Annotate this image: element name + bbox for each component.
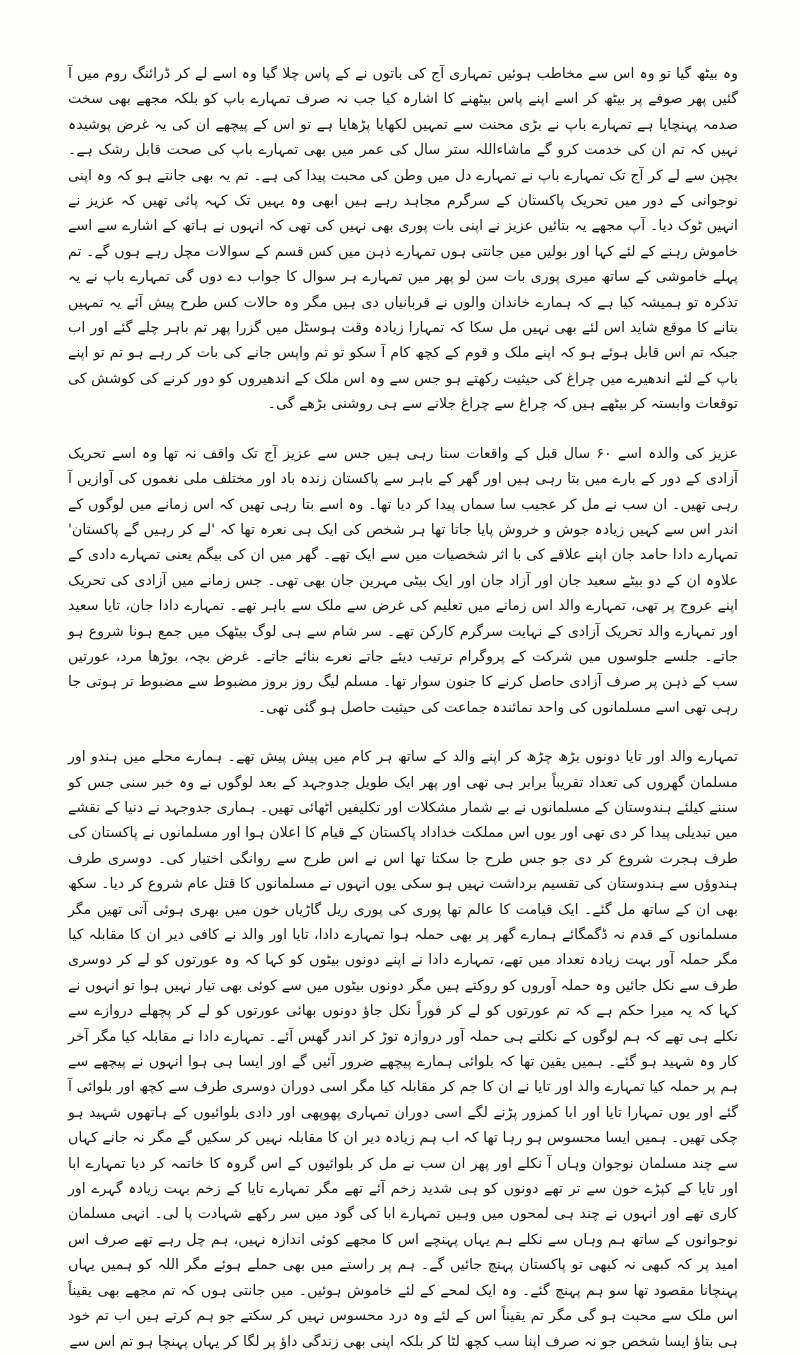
paragraph-2: عزیز کی والدہ اسے ۶۰ سال قبل کے واقعات سنا رہی ہیں جس سے عزیز آج تک واقف نہ تھا وہ اسے تحریک آزادی کے دور کے بارے میں بتا رہی ہیں اور گھر کے باہر سے پاکستان زندہ باد اور مختلف ملی نغموں کی آوازیں آ رہی تھیں۔ ان سب نے مل کر عجیب سا سماں پیدا کر دیا تھا۔ وہ اسے بتا رہی تھیں کہ اس زمانے میں لوگوں کے اندر اس سے کہیں زیادہ جوش و خروش پایا جاتا تھا ہر شخص کی ایک ہی نعرہ تھا کہ 'لے کر رہیں گے پاکستان' تمہارے دادا حامد جان اپنے علاقے کی با اثر شخصیات میں سے ایک تھے۔ گھر میں ان کی بیگم یعنی تمہارے دادی کے علاوہ ان کے دو بیٹے سعید جان اور آزاد جان اور ایک بیٹی مہرین جان بھی تھی۔ جس زمانے میں آزادی کی تحریک اپنے عروج پر تھی، تمہارے والد اس زمانے میں تعلیم کی غرض سے ملک سے باہر تھے۔ تمہارے دادا جان، تایا سعید اور تمہارے والد تحریک آزادی کے نہایت سرگرم کارکن تھے۔ سر شام سے ہی لوگ بیٹھک میں جمع ہونا شروع ہو جاتے۔ جلسے جلوسوں میں شرکت کے پروگرام ترتیب دیئے جاتے نعرے بنائے جاتے۔ غرض بچہ، بوڑھا مرد، عورتیں سب کے ذہن پر صرف آزادی حاصل کرنے کا جنون سوار تھا۔ مسلم لیگ روز بروز مضبوط سے مضبوط تر ہوتی جا رہی تھی اسے مسلمانوں کی واحد نمائندہ جماعت کی حیثیت حاصل ہو گئی تھی۔: [68, 445, 738, 716]
paragraph-3: تمہارے والد اور تایا دونوں بڑھ چڑھ کر اپنے والد کے ساتھ ہر کام میں پیش پیش تھے۔ ہمارے محلے میں ہندو اور مسلمان گھروں کی تعداد تقریباً برابر ہی تھی اور پھر ایک طویل جدوجہد کے بعد لوگوں نے وہ خبر سنی جس کو سننے کیلئے ہندوستان کے مسلمانوں نے بے شمار مشکلات اور تکلیفیں اٹھائی تھیں۔ ہماری جدوجہد نے دنیا کے نقشے میں تبدیلی پیدا کر دی تھی اور یوں اس مملکت خداداد پاکستان کے قیام کا اعلان ہوا اور مسلمانوں نے پاکستان کی طرف ہجرت شروع کر دی جو جس طرح جا سکتا تھا اس نے اس طرح سے روانگی اختیار کی۔ دوسری طرف ہندوؤں سے ہندوستان کی تقسیم برداشت نہیں ہو سکی یوں انہوں نے مسلمانوں کا قتل عام شروع کر دیا۔ سکھ بھی ان کے ساتھ مل گئے۔ ایک قیامت کا عالم تھا پوری کی پوری ریل گاڑیاں خون میں بھری ہوئی آتی تھیں مگر مسلمانوں کے قدم نہ ڈگمگائے ہمارے گھر پر بھی حملہ ہوا تمہارے دادا، تایا اور والد نے کافی دیر ان کا مقابلہ کیا مگر حملہ آور بہت زیادہ تعداد میں تھے، تمہارے دادا نے اپنے دونوں بیٹوں کو کہا کہ وہ عورتوں کو لے کر دوسری طرف سے نکل جائیں وہ حملہ آوروں کو روکتے ہیں مگر دونوں بیٹوں میں سے کوئی بھی تیار نہیں ہوا تو انہوں نے کہا کہ یہ میرا حکم ہے کہ تم عورتوں کو لے کر فوراً نکل جاؤ دونوں بھائی عورتوں کو لے کر پچھلے دروازے سے نکلے ہی تھے کہ ہم لوگوں کے نکلتے ہی حملہ آور دروازہ توڑ کر اندر گھس آئے۔ تمہارے دادا نے مقابلہ کیا مگر آخر کار وہ شہید ہو گئے۔ ہمیں یقین تھا کہ بلوائی ہمارے پیچھے ضرور آئیں گے اور ایسا ہی ہوا انہوں نے پیچھے سے ہم پر حملہ کیا تمہارے والد اور تایا نے ان کا جم کر مقابلہ کیا مگر اسی دوران دوسری طرف سے کچھ اور بلوائی آ گئے اور یوں تمہارا تایا اور ابا کمزور پڑنے لگے اسی دوران تمہاری پھوپھی اور دادی بلوائیوں کے ہاتھوں شہید ہو چکی تھیں۔ ہمیں ایسا محسوس ہو رہا تھا کہ اب ہم زیادہ دیر ان کا مقابلہ نہیں کر سکیں گے مگر نہ جانے کہاں سے چند مسلمان نوجوان وہاں آ نکلے اور پھر ان سب نے مل کر بلوائیوں کے اس گروہ کا خاتمہ کر دیا تمہارے ابا اور تایا کے کپڑے خون سے تر تھے دونوں کو ہی شدید زخم آئے تھے مگر تمہارے تایا کے زخم بہت زیادہ گہرے اور کاری تھے اور انہوں نے چند ہی لمحوں میں وہیں تمہارے ابا کی گود میں سر رکھے شہادت پا لی۔ انہی مسلمان نوجوانوں کے ساتھ ہم وہاں سے نکلے ہم یہاں پہنچے اس کا مجھے کوئی اندازہ نہیں، ہم چل رہے تھے صرف اس امید پر کہ کبھی نہ کبھی تو پاکستان پہنچ جائیں گے۔ ہم پر راستے میں بھی حملے ہوئے مگر اللہ کو ہمیں یہاں پہنچانا مقصود تھا سو ہم پہنچ گئے۔ وہ ایک لمحے کے لئے خاموش ہوئیں۔ میں جانتی ہوں کہ تم مجھے بھی یقیناً اس ملک سے محبت ہو گی مگر تم یقیناً اس کے لئے وہ درد محسوس نہیں کر سکتے جو ہم کرتے ہیں اب تم خود ہی بتاؤ ایسا شخص جو نہ صرف اپنا سب کچھ لٹا کر بلکہ اپنی بھی زندگی داؤ پر لگا کر یہاں پہنچا ہو تم اس سے: [68, 749, 738, 1350]
paragraph-1: وہ بیٹھ گیا تو وہ اس سے مخاطب ہوئیں تمہاری آج کی باتوں نے کے پاس چلا گیا وہ اسے لے کر ڈرائنگ روم میں آ گئیں پھر صوفے پر بیٹھ کر اسے اپنے پاس بیٹھنے کا اشارہ کیا جب نہ صرف تمہارے باپ کو بلکہ مجھے بھی سخت صدمہ پہنچایا ہے تمہارے باپ نے بڑی محنت سے تمہیں لکھایا پڑھایا ہے تو اس کے پیچھے ان کی یہ غرض پوشیدہ نہیں کہ تم ان کی خدمت کرو گے ماشاءاللہ ستر سال کی عمر میں بھی تمہارے باپ کی صحت قابل رشک ہے۔ بچپن سے لے کر آج تک تمہارے باپ نے تمہارے دل میں وطن کی محبت پیدا کی ہے۔ تم یہ بھی جانتے ہو کہ وہ اپنی نوجوانی کے دور میں تحریک پاکستان کے سرگرم مجاہد رہے ہیں ابھی وہ یہیں تک کہہ پائی تھیں کہ عزیز نے انہیں ٹوک دیا۔ آپ مجھے یہ بتائیں عزیز نے اپنی بات پوری بھی نہیں کی تھی کہ انہوں نے ہاتھ کے اشارے سے اسے خاموش رہنے کے لئے کہا اور بولیں میں جانتی ہوں تمہارے ذہن میں کس قسم کے سوالات مچل رہے ہوں گے۔ تم پہلے خاموشی کے ساتھ میری پوری بات سن لو پھر میں تمہارے ہر سوال کا جواب دے دوں گی تمہارے باپ نے یہ تذکرہ تو ہمیشہ کیا ہے کہ ہمارے خاندان والوں نے قربانیاں دی ہیں مگر وہ حالات کس طرح پیش آئے یہ تمہیں بتانے کا موقع شاید اس لئے بھی نہیں مل سکا کہ تمہارا زیادہ وقت ہوسٹل میں گزرا پھر تم باہر چلے گئے اور اب جبکہ تم اس قابل ہوئے ہو کہ اپنے ملک و قوم کے کچھ کام آ سکو تو تم واپس جانے کی بات کر رہے ہو تم تو اپنے باپ کے لئے اندھیرے میں چراغ کی حیثیت رکھتے ہو جس سے وہ اس ملک کے اندھیروں کو دور کرنے کی کوشش کی توقعات وابستہ کر بیٹھے ہیں کہ چراغ سے چراغ جلانے سے ہی روشنی بڑھے گی۔: [68, 66, 738, 413]
